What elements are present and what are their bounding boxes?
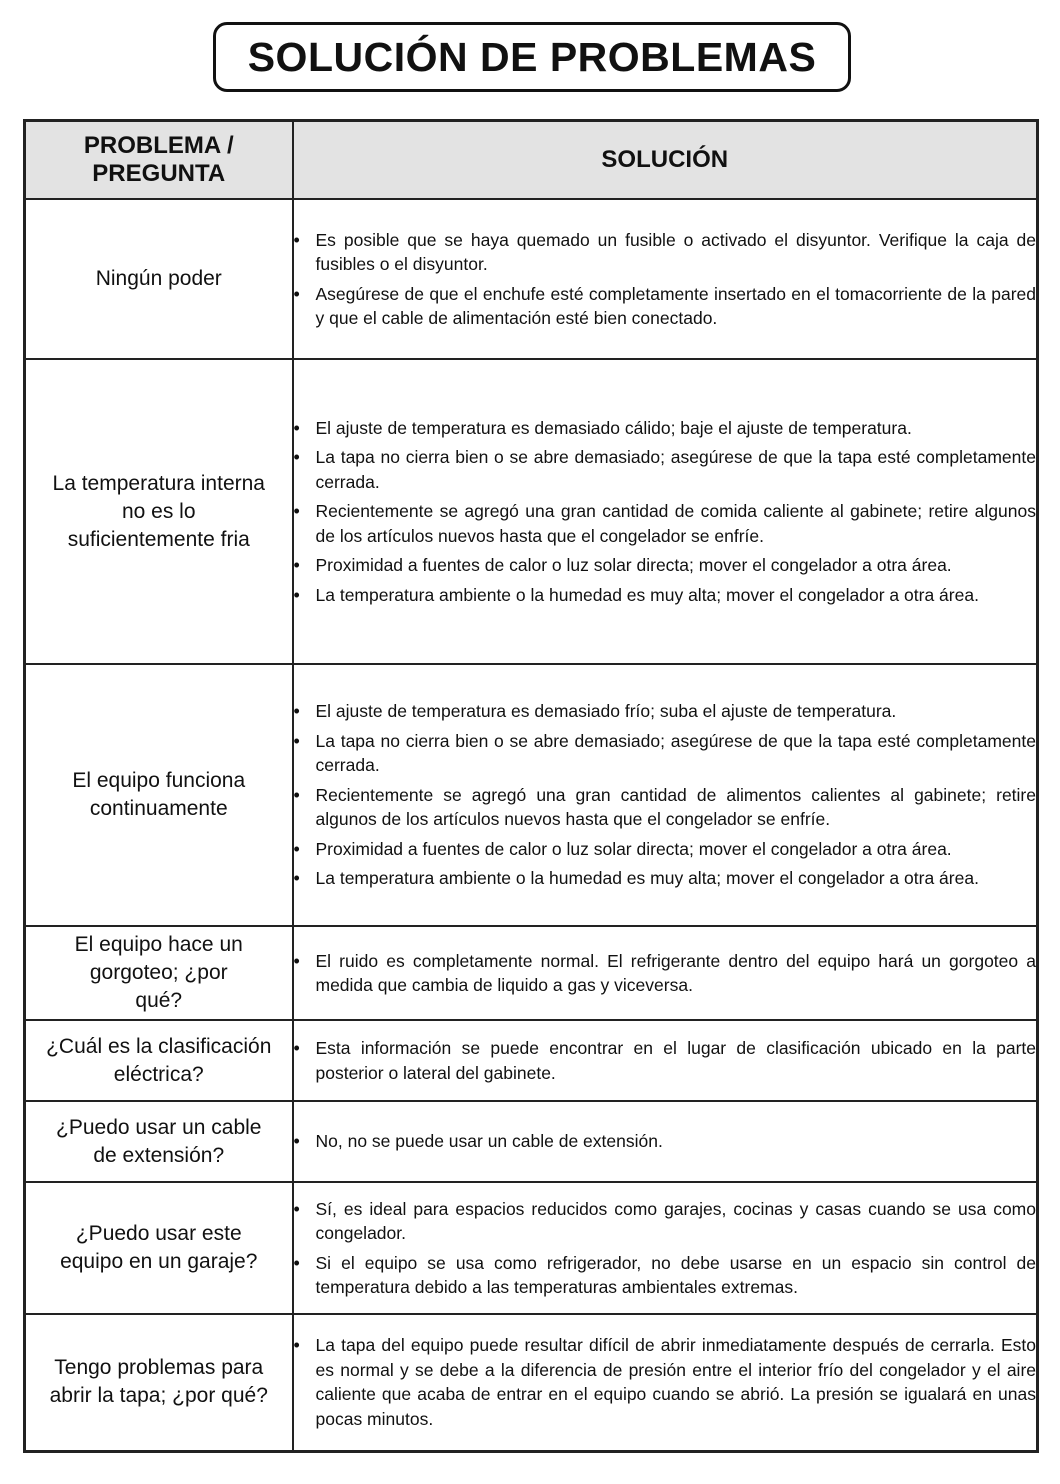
solution-cell [293, 1182, 1038, 1314]
problem-text: ¿Puedo usar un cable de extensión? [56, 1115, 262, 1167]
problem-text: El equipo funciona continuamente [72, 769, 246, 820]
problem-text: ¿Puedo usar este equipo en un garaje? [60, 1222, 258, 1273]
problem-text: Ningún poder [95, 267, 222, 290]
solution-item: • Recientemente se agregó una gran cantidad de comida caliente al gabinete; retire algunos de los artículos nuevos hasta que el congelador se enfríe. [294, 499, 1037, 548]
solution-item: • Si el equipo se usa como refrigerador, no debe usarse en un espacio sin control de temperatura debido a las temperaturas ambientales extremas. [294, 1251, 1037, 1300]
problem-cell [25, 359, 293, 664]
solution-list [294, 1333, 1037, 1431]
table-row [25, 1101, 1038, 1182]
problem-cell [25, 1020, 293, 1101]
table-row [25, 199, 1038, 359]
table-row [25, 359, 1038, 664]
problem-cell [25, 664, 293, 926]
solution-cell [293, 664, 1038, 926]
header-problem [25, 121, 293, 200]
solution-cell [293, 199, 1038, 359]
solution-list [294, 1129, 1037, 1154]
solution-item: • El ajuste de temperatura es demasiado frío; suba el ajuste de temperatura. [294, 699, 1037, 724]
solution-cell [293, 1020, 1038, 1101]
solution-item: • El ruido es completamente normal. El refrigerante dentro del equipo hará un gorgoteo a medida que cambia de liquido a gas y viceversa. [294, 949, 1037, 998]
solution-item: • Sí, es ideal para espacios reducidos como garajes, cocinas y casas cuando se usa como congelador. [294, 1197, 1037, 1246]
problem-cell [25, 1182, 293, 1314]
table-row [25, 1182, 1038, 1314]
solution-cell [293, 1101, 1038, 1182]
solution-cell [293, 359, 1038, 664]
solution-item: • No, no se puede usar un cable de extensión. [294, 1129, 1037, 1154]
solution-list [294, 1197, 1037, 1300]
problem-text: ¿Cuál es la clasificación eléctrica? [46, 1034, 272, 1086]
solution-list [294, 416, 1037, 608]
problem-text: La temperatura interna no es lo suficientemente fria [52, 471, 265, 551]
problem-text: Tengo problemas para abrir la tapa; ¿por qué? [49, 1356, 268, 1408]
solution-item: • Es posible que se haya quemado un fusible o activado el disyuntor. Verifique la caja de fusibles o el disyuntor. [294, 228, 1037, 277]
solution-list [294, 699, 1037, 891]
problem-text: El equipo hace un gorgoteo; ¿por qué? [74, 933, 243, 1012]
troubleshooting-table [23, 119, 1039, 1453]
table-header-row [25, 121, 1038, 200]
solution-list [294, 1036, 1037, 1085]
table-row [25, 1020, 1038, 1101]
problem-cell [25, 1314, 293, 1451]
problem-cell [25, 1101, 293, 1182]
solution-cell [293, 1314, 1038, 1451]
solution-cell [293, 926, 1038, 1020]
solution-item: • El ajuste de temperatura es demasiado cálido; baje el ajuste de temperatura. [294, 416, 1037, 441]
problem-cell [25, 199, 293, 359]
solution-item: • Recientemente se agregó una gran cantidad de alimentos calientes al gabinete; retire algunos de los artículos nuevos hasta que el congelador se enfríe. [294, 783, 1037, 832]
table-row [25, 1314, 1038, 1451]
solution-item: • La tapa no cierra bien o se abre demasiado; asegúrese de que la tapa esté completamente cerrada. [294, 729, 1037, 778]
header-problem-label: PROBLEMA / PREGUNTA [83, 132, 234, 187]
solution-item: • Proximidad a fuentes de calor o luz solar directa; mover el congelador a otra área. [294, 553, 1037, 578]
problem-cell [25, 926, 293, 1020]
table-row [25, 926, 1038, 1020]
header-solution: SOLUCIÓN [293, 121, 1038, 200]
solution-list [294, 228, 1037, 331]
solution-item: • Proximidad a fuentes de calor o luz solar directa; mover el congelador a otra área. [294, 837, 1037, 862]
solution-item: • La tapa del equipo puede resultar difícil de abrir inmediatamente después de cerrarla. Esto es normal y se debe a la diferencia de presión entre el interior frío del congelador y el aire caliente que acaba de entrar en el equipo cuando se abrió. La presión se igualará en unas pocas minutos. [294, 1333, 1037, 1431]
solution-list [294, 949, 1037, 998]
solution-item: • Asegúrese de que el enchufe esté completamente insertado en el tomacorriente de la pared y que el cable de alimentación esté bien conectado. [294, 282, 1037, 331]
table-row [25, 664, 1038, 926]
solution-item: • Esta información se puede encontrar en el lugar de clasificación ubicado en la parte posterior o lateral del gabinete. [294, 1036, 1037, 1085]
solution-item: • La tapa no cierra bien o se abre demasiado; asegúrese de que la tapa esté completamente cerrada. [294, 445, 1037, 494]
solution-item: • La temperatura ambiente o la humedad es muy alta; mover el congelador a otra área. [294, 866, 1037, 891]
page-title: SOLUCIÓN DE PROBLEMAS [213, 22, 851, 92]
solution-item: • La temperatura ambiente o la humedad es muy alta; mover el congelador a otra área. [294, 583, 1037, 608]
